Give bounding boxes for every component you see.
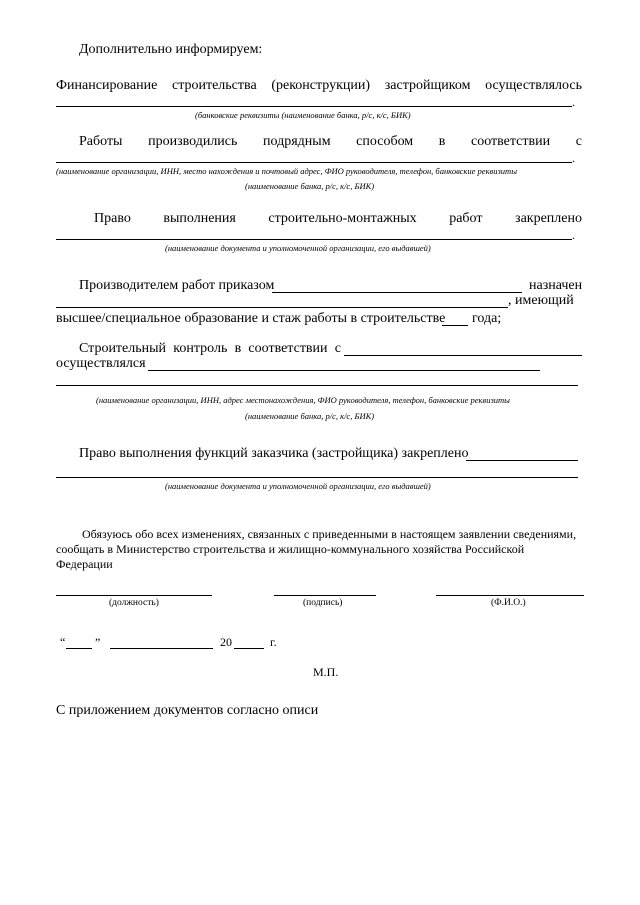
word: способом (356, 134, 414, 149)
quote-open: “ (60, 635, 66, 649)
word: строительства (171, 78, 257, 93)
word: работ (449, 211, 483, 226)
word: в (234, 341, 242, 356)
control-field-1[interactable] (344, 355, 582, 356)
word: в (438, 134, 446, 149)
customer-field-1[interactable] (466, 460, 578, 461)
period: . (572, 151, 575, 165)
education-text: высшее/специальное образование и стаж работы в строительстве (56, 311, 446, 326)
carried-word: осуществлялся (56, 356, 146, 371)
word: строительно-монтажных (268, 211, 417, 226)
year-prefix: 20 (220, 635, 232, 649)
control-caption-1: (наименование организации, ИНН, адрес местонахождения, ФИО руководителя, телефон, банковские реквизиты (96, 395, 510, 405)
word: соответствии (471, 134, 551, 149)
sign-caption: (подпись) (303, 598, 343, 608)
name-caption: (Ф.И.О.) (491, 598, 526, 608)
word: выполнения (163, 211, 236, 226)
works-caption-2: (наименование банка, р/с, к/с, БИК) (245, 181, 375, 191)
producer-lead: Производителем работ приказом (79, 278, 275, 293)
control-caption-2: (наименование банка, р/с, к/с, БИК) (245, 411, 375, 421)
right-caption: (наименование документа и уполномоченной организации, его выдавшей) (165, 243, 431, 253)
word: производились (148, 134, 238, 149)
word: Право (94, 211, 131, 226)
quote-close: ” (95, 635, 101, 649)
control-field-3[interactable] (56, 385, 578, 386)
appointed-word: назначен (529, 278, 583, 293)
control-line (79, 341, 341, 357)
position-field[interactable] (56, 595, 212, 596)
works-field[interactable] (56, 162, 572, 163)
name-field[interactable] (436, 595, 584, 596)
word: Финансирование (56, 78, 158, 93)
financing-line (56, 78, 582, 94)
financing-field[interactable] (56, 106, 572, 107)
right-field[interactable] (56, 239, 572, 240)
producer-name-field[interactable] (56, 307, 508, 308)
financing-caption: (банковские реквизиты (наименование банка, р/с, к/с, БИК) (195, 110, 411, 120)
having-word: , имеющий (508, 293, 574, 308)
pledge-text: Обязуюсь обо всех изменениях, связанных с приведенными в настоящем заявлении сведениями, сообщать в Министерство строительства и жилищно-коммунального хозяйства Российской Федерации (56, 527, 577, 571)
customer-lead: Право выполнения функций заказчика (застройщика) закреплено (79, 446, 469, 461)
years-word: года; (472, 311, 502, 326)
attachment-text: С приложением документов согласно описи (56, 703, 319, 718)
word: осуществлялось (485, 78, 582, 93)
year-field[interactable] (234, 648, 264, 649)
intro-heading: Дополнительно информируем: (79, 42, 263, 57)
word: (реконструкции) (271, 78, 371, 93)
stamp-label: М.П. (313, 665, 339, 679)
word: закреплено (515, 211, 582, 226)
word: контроль (173, 341, 228, 356)
works-caption-1: (наименование организации, ИНН, место нахождения и почтовый адрес, ФИО руководителя, телефон, банковские реквизиты (56, 166, 517, 176)
word: Строительный (79, 341, 167, 356)
year-suffix: г. (270, 635, 277, 649)
right-line (94, 211, 582, 227)
period: . (572, 228, 575, 242)
years-field[interactable] (442, 325, 468, 326)
word: застройщиком (384, 78, 471, 93)
word: с (575, 134, 582, 149)
sign-field[interactable] (274, 595, 376, 596)
control-field-2[interactable] (148, 370, 540, 371)
word: подрядным (263, 134, 331, 149)
order-field[interactable] (272, 292, 522, 293)
word: Работы (79, 134, 123, 149)
customer-caption: (наименование документа и уполномоченной организации, его выдавшей) (165, 481, 431, 491)
month-field[interactable] (110, 648, 213, 649)
period: . (572, 95, 575, 109)
customer-field-2[interactable] (56, 477, 578, 478)
works-line (79, 134, 582, 150)
word: соответствии (248, 341, 328, 356)
position-caption: (должность) (109, 598, 159, 608)
word: с (334, 341, 341, 356)
day-field[interactable] (66, 648, 92, 649)
